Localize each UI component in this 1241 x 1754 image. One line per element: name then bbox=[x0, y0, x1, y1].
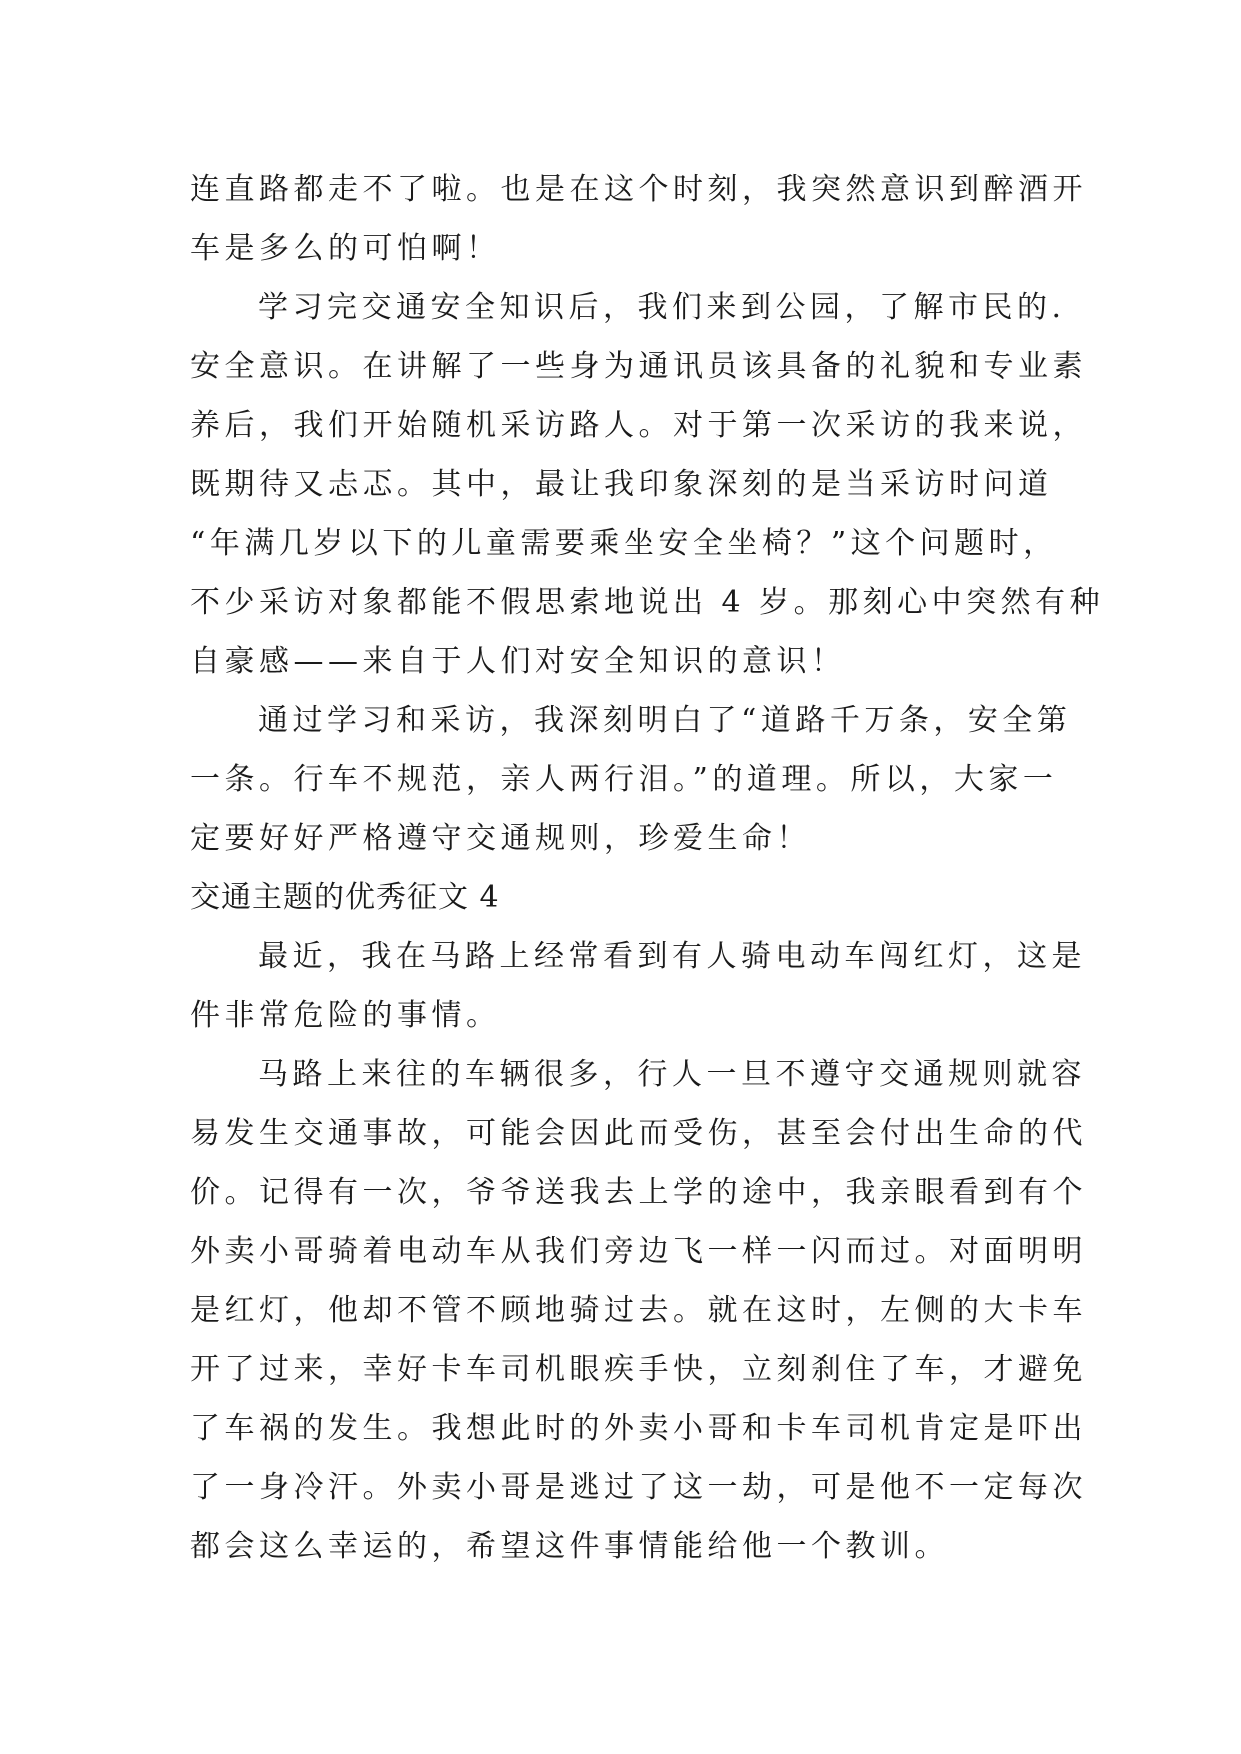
document-body bbox=[190, 160, 1105, 1576]
text-line: 件非常危险的事情。 bbox=[190, 998, 501, 1033]
text-line: 是红灯，他却不管不顾地骑过去。就在这时，左侧的大卡车 bbox=[190, 1293, 1087, 1328]
text-line: 了车祸的发生。我想此时的外卖小哥和卡车司机肯定是吓出 bbox=[190, 1411, 1087, 1446]
text-line: 开了过来，幸好卡车司机眼疾手快，立刻刹住了车，才避免 bbox=[190, 1352, 1087, 1387]
paragraph-start-line: 学习完交通安全知识后，我们来到公园，了解市民的. bbox=[258, 290, 1066, 325]
text-line: 都会这么幸运的，希望这件事情能给他一个教训。 bbox=[190, 1529, 949, 1564]
text-line: 不少采访对象都能不假思索地说出 4 岁。那刻心中突然有种 bbox=[190, 585, 1105, 620]
text-line: 连直路都走不了啦。也是在这个时刻，我突然意识到醉酒开 bbox=[190, 172, 1087, 207]
text-line: 了一身冷汗。外卖小哥是逃过了这一劫，可是他不一定每次 bbox=[190, 1470, 1087, 1505]
text-line: 安全意识。在讲解了一些身为通讯员该具备的礼貌和专业素 bbox=[190, 349, 1087, 384]
text-line: 易发生交通事故，可能会因此而受伤，甚至会付出生命的代 bbox=[190, 1116, 1087, 1151]
text-line: 养后，我们开始随机采访路人。对于第一次采访的我来说， bbox=[190, 408, 1087, 443]
paragraph-start-line: 马路上来往的车辆很多，行人一旦不遵守交通规则就容 bbox=[258, 1057, 1086, 1092]
text-line: 外卖小哥骑着电动车从我们旁边飞一样一闪而过。对面明明 bbox=[190, 1234, 1087, 1269]
text-line: 价。记得有一次，爷爷送我去上学的途中，我亲眼看到有个 bbox=[190, 1175, 1087, 1210]
paragraph-start-line: 最近，我在马路上经常看到有人骑电动车闯红灯，这是 bbox=[258, 939, 1086, 974]
section-heading: 交通主题的优秀征文 4 bbox=[190, 880, 500, 915]
text-line: “年满几岁以下的儿童需要乘坐安全坐椅？”这个问题时， bbox=[190, 526, 1058, 561]
text-line: 一条。行车不规范，亲人两行泪。”的道理。所以，大家一 bbox=[190, 762, 1058, 797]
text-line: 车是多么的可怕啊！ bbox=[190, 231, 501, 266]
text-line: 既期待又忐忑。其中，最让我印象深刻的是当采访时问道 bbox=[190, 467, 1053, 502]
text-line: 自豪感——来自于人们对安全知识的意识！ bbox=[190, 644, 846, 679]
text-line: 定要好好严格遵守交通规则，珍爱生命！ bbox=[190, 821, 811, 856]
paragraph-start-line: 通过学习和采访，我深刻明白了“道路千万条，安全第 bbox=[258, 703, 1072, 738]
